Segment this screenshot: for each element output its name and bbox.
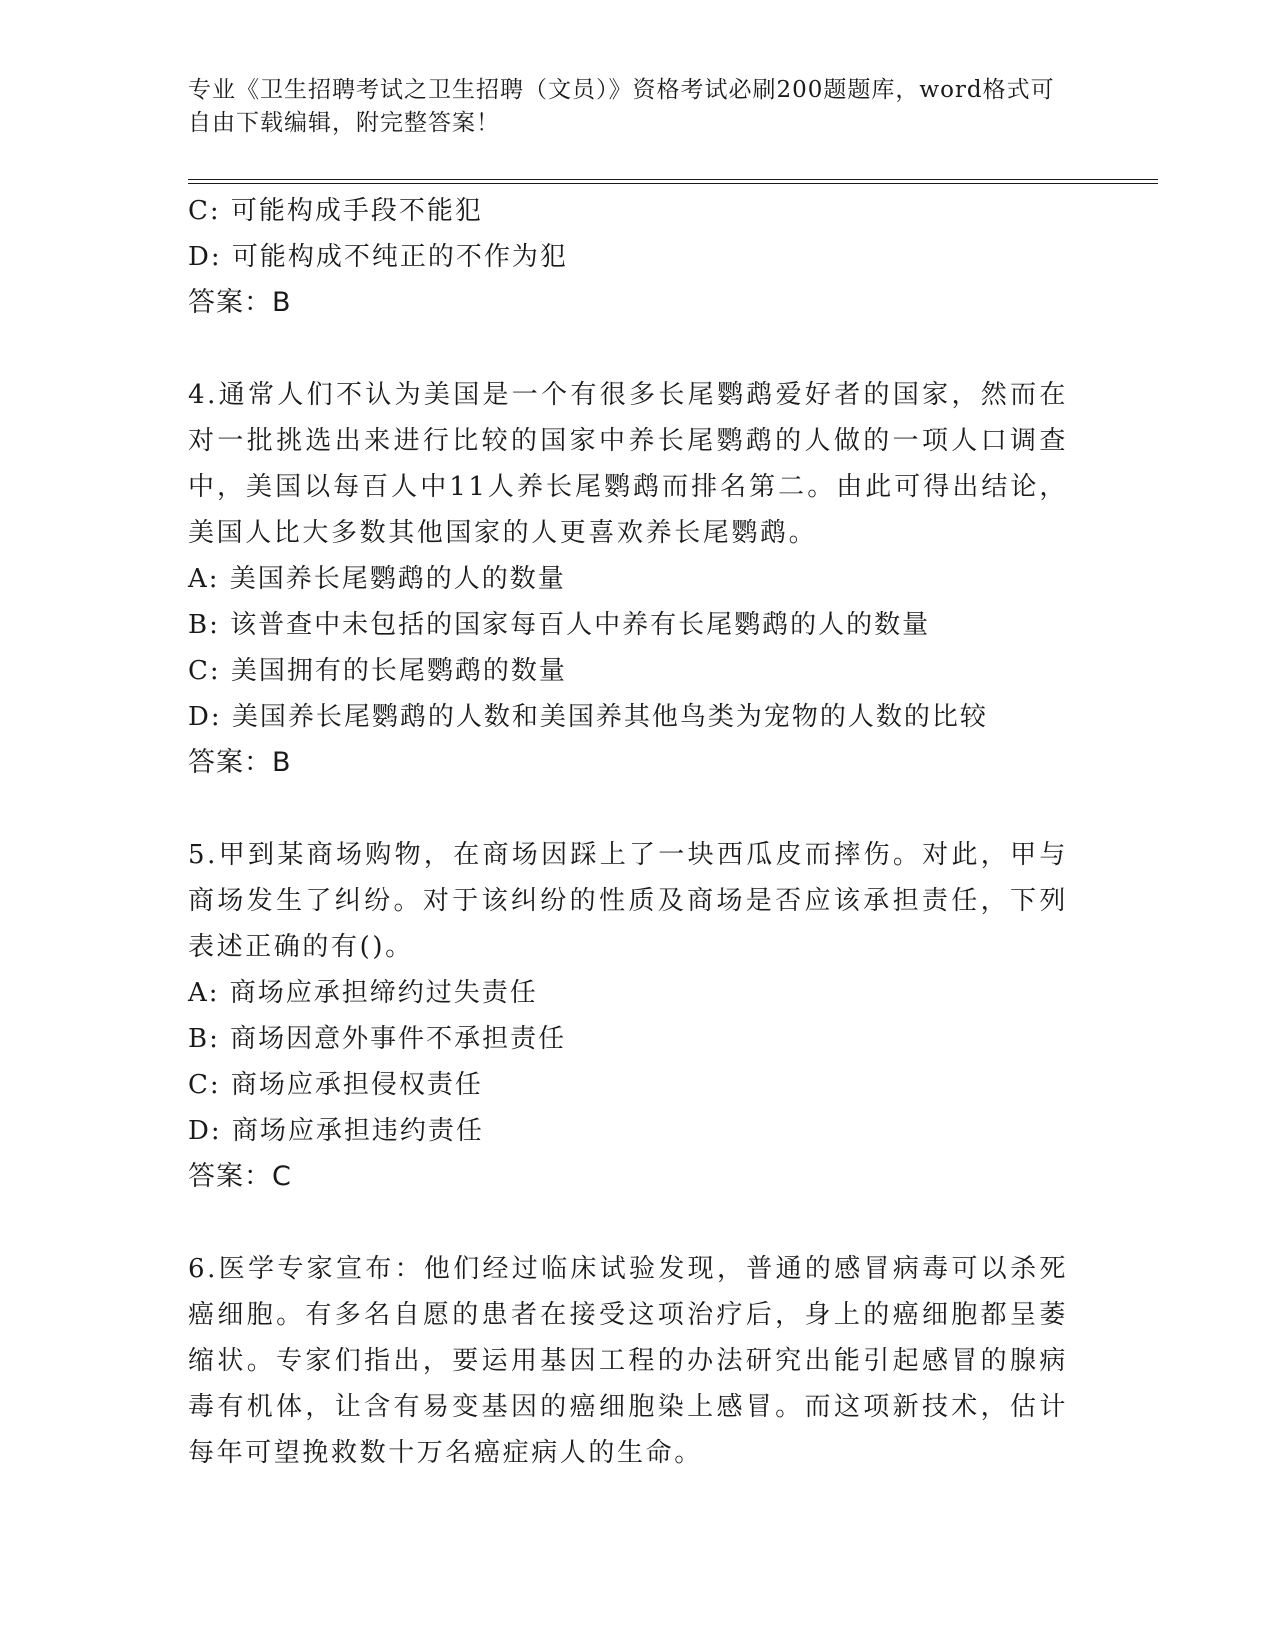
option-d: D: 商场应承担违约责任 bbox=[188, 1116, 484, 1146]
question-gap bbox=[188, 1200, 1068, 1246]
option-c: C: 可能构成手段不能犯 bbox=[188, 196, 483, 226]
option-c: C: 商场应承担侵权责任 bbox=[188, 1070, 483, 1100]
document-header: 专业《卫生招聘考试之卫生招聘（文员）》资格考试必刷200题题库，word格式可自由下载编辑，附完整答案！ bbox=[188, 77, 1055, 136]
question-4 bbox=[188, 372, 1068, 786]
answer-line: 答案：C bbox=[188, 1161, 292, 1192]
option-c: C: 美国拥有的长尾鹦鹉的数量 bbox=[188, 656, 567, 686]
option-b: B: 该普查中未包括的国家每百人中养有长尾鹦鹉的人的数量 bbox=[188, 610, 931, 640]
answer-line: 答案：B bbox=[188, 747, 292, 778]
option-d: D: 美国养长尾鹦鹉的人数和美国养其他鸟类为宠物的人数的比较 bbox=[188, 702, 988, 732]
question-stem: 6.医学专家宣布：他们经过临床试验发现，普通的感冒病毒可以杀死癌细胞。有多名自愿的患者在接受这项治疗后，身上的癌细胞都呈萎缩状。专家们指出，要运用基因工程的办法研究出能引起感冒的腺病毒有机体，让含有易变基因的癌细胞染上感冒。而这项新技术，估计每年可望挽救数十万名癌症病人的生命。 bbox=[188, 1254, 1068, 1468]
option-d: D: 可能构成不纯正的不作为犯 bbox=[188, 242, 568, 272]
answer-line: 答案：B bbox=[188, 287, 292, 318]
question-stem: 4.通常人们不认为美国是一个有很多长尾鹦鹉爱好者的国家，然而在对一批挑选出来进行比较的国家中养长尾鹦鹉的人做的一项人口调查中，美国以每百人中11人养长尾鹦鹉而排名第二。由此可得出结论，美国人比大多数其他国家的人更喜欢养长尾鹦鹉。 bbox=[188, 380, 1068, 548]
header-rule-bottom bbox=[188, 183, 1158, 184]
question-gap bbox=[188, 786, 1068, 832]
question-content bbox=[188, 188, 1068, 1476]
option-b: B: 商场因意外事件不承担责任 bbox=[188, 1024, 567, 1054]
option-a: A: 商场应承担缔约过失责任 bbox=[188, 978, 538, 1008]
question-6 bbox=[188, 1246, 1068, 1476]
option-a: A: 美国养长尾鹦鹉的人的数量 bbox=[188, 564, 566, 594]
question-gap bbox=[188, 326, 1068, 372]
header-rule-top bbox=[188, 179, 1158, 180]
question-3-tail bbox=[188, 188, 1068, 326]
question-stem: 5.甲到某商场购物，在商场因踩上了一块西瓜皮而摔伤。对此，甲与商场发生了纠纷。对于该纠纷的性质及商场是否应该承担责任，下列表述正确的有()。 bbox=[188, 840, 1068, 962]
question-5 bbox=[188, 832, 1068, 1200]
